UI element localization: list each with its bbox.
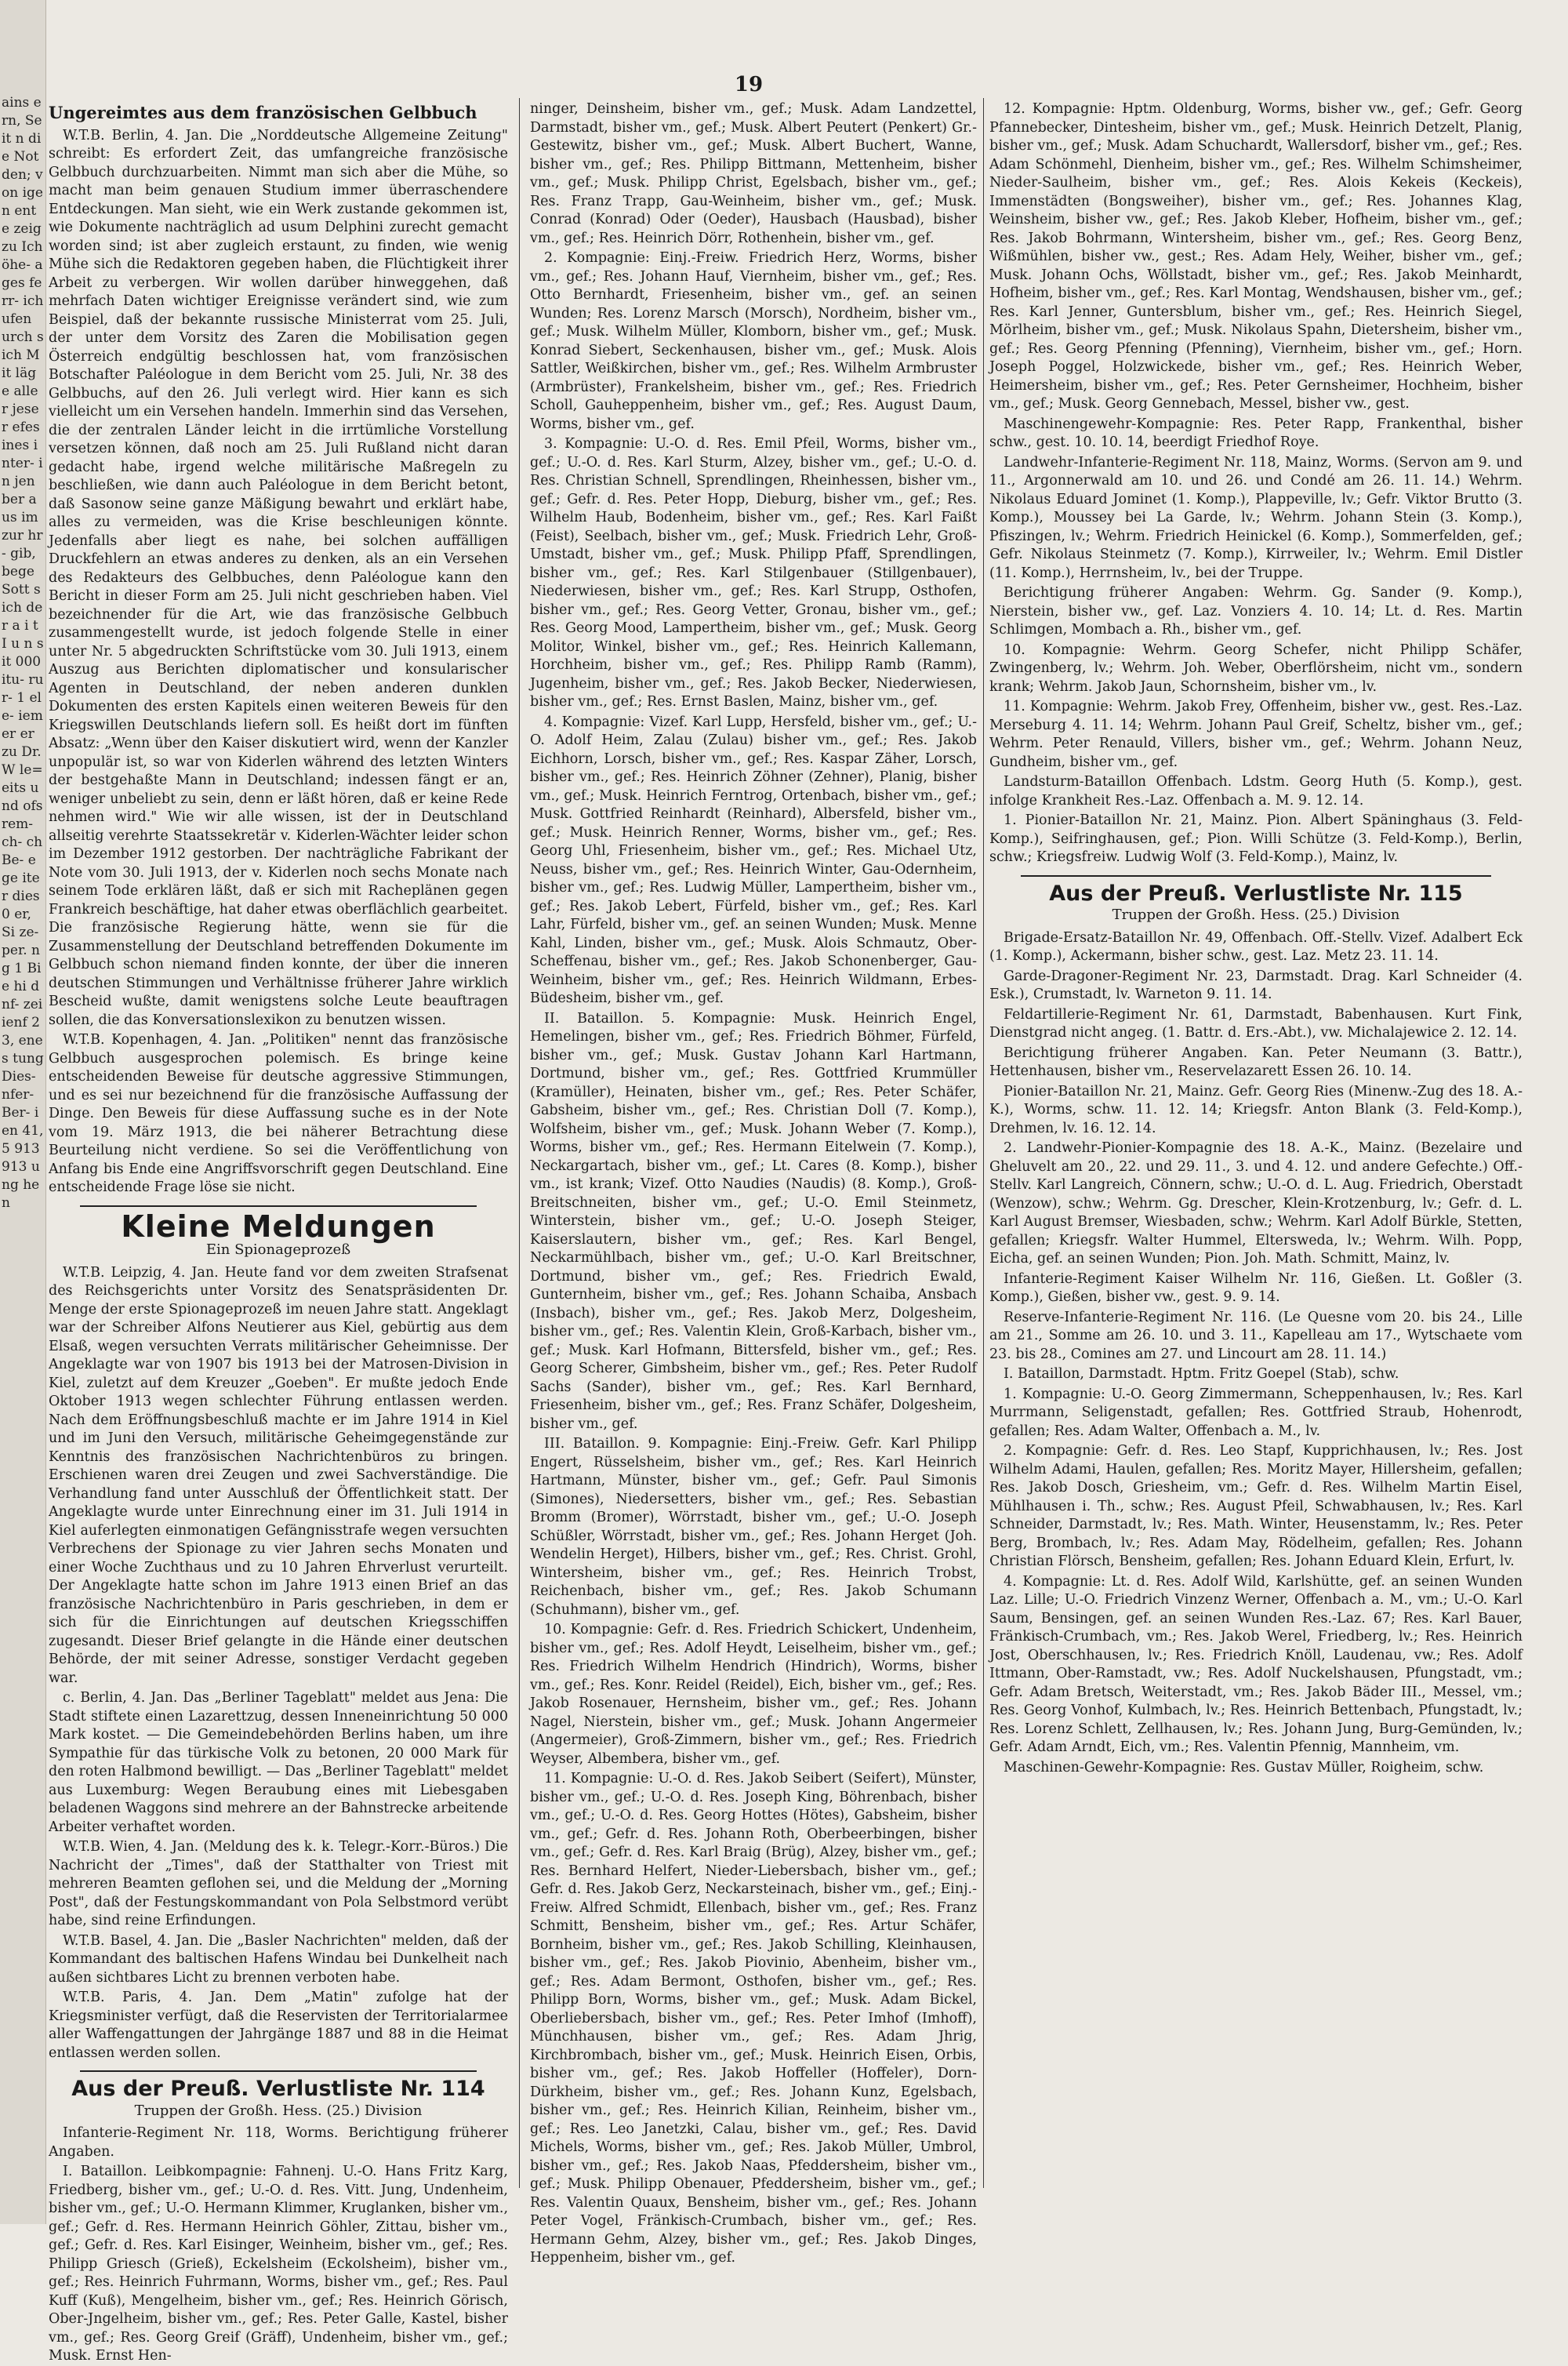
list-paragraph: Landwehr-Infanterie-Regiment Nr. 118, Mainz, Worms. (Servon am 9. und 11., Argonnerwald am 10. und 26. und Condé am 26. 11. 14.) Wehrm. Nikolaus Eduard Jominet (1. Komp.), Plappeville, lv.; Gefr. Viktor Brutto (3. Komp.), Moussey bei La Garde, lv.; Wehrm. Johann Stein (3. Komp.), Pfiszingen, lv.; Wehrm. Friedrich Heinickel (6. Komp.), Sommerfelden, gef.; Gefr. Nikolaus Steinmetz (7. Komp.), Kirrweiler, lv.; Wehrm. Emil Distler (11. Komp.), Herrnsheim, lv., bei der Truppe. xyxy=(989,454,1523,581)
list-paragraph: Infanterie-Regiment Kaiser Wilhelm Nr. 116, Gießen. Lt. Goßler (3. Komp.), Gießen, bisher vw., gest. 9. 9. 14. xyxy=(989,1270,1523,1305)
list-paragraph: ninger, Deinsheim, bisher vm., gef.; Musk. Adam Landzettel, Darmstadt, bisher vm., gef.; Musk. Albert Peutert (Penkert) Gr.-Gestewitz, bisher vm., gef.; Musk. Albert Buchert, Wanne, bisher vm., gef.; Res. Philipp Bittmann, Mettenheim, bisher vm., gef.; Musk. Philipp Christ, Egelsbach, bisher vm., gef.; Res. Franz Trapp, Gau-Weinheim, bisher vm., gef.; Musk. Conrad (Konrad) Oder (Oeder), Hausbach (Hausbad), bisher vm., gef.; Res. Heinrich Dörr, Rothenhein, bisher vm., gef. xyxy=(530,101,977,246)
list-paragraph: Infanterie-Regiment Nr. 118, Worms. Berichtigung früherer Angaben. xyxy=(49,2125,508,2160)
section-headline-verlustliste-114: Aus der Preuß. Verlustliste Nr. 114 xyxy=(71,2077,485,2101)
column-3 xyxy=(989,100,1523,2202)
article-headline-gelbbuch: Ungereimtes aus dem französischen Gelbbuch xyxy=(49,103,477,122)
list-paragraph: 1. Kompagnie: U.-O. Georg Zimmermann, Scheppenhausen, lv.; Res. Karl Murrmann, Seligenstadt, gefallen; Res. Gottfried Straub, Hohenrodt, gefallen; Res. Adam Walter, Offenbach a. M., lv. xyxy=(989,1386,1523,1439)
list-paragraph: Garde-Dragoner-Regiment Nr. 23, Darmstadt. Drag. Karl Schneider (4. Esk.), Crumstadt, lv. Warneton 9. 11. 14. xyxy=(989,968,1523,1002)
list-paragraph: 11. Kompagnie: U.-O. d. Res. Jakob Seibert (Seifert), Münster, bisher vm., gef.; U.-O. d. Res. Joseph King, Böhrenbach, bisher vm., gef.; U.-O. d. Res. Georg Hottes (Hötes), Gabsheim, bisher vm., gef.; Gefr. d. Res. Johann Roth, Oberbeerbingen, bisher vm., gef.; Gefr. d. Res. Karl Braig (Brüg), Alzey, bisher vm., gef.; Res. Bernhard Helfert, Nieder-Liebersbach, bisher vm., gef.; Gefr. d. Res. Jakob Gerz, Neckarsteinach, bisher vm., gef.; Einj.-Freiw. Alfred Schmidt, Ellenbach, bisher vm., gef.; Res. Franz Schmitt, Bensheim, bisher vm., gef.; Res. Artur Schäfer, Bornheim, bisher vm., gef.; Res. Jakob Schilling, Kleinhausen, bisher vm., gef.; Res. Jakob Piovinio, Abenheim, bisher vm., gef.; Res. Adam Bermont, Osthofen, bisher vm., gef.; Res. Philipp Born, Worms, bisher vm., gef.; Musk. Adam Bickel, Oberliebersbach, bisher vm., gef.; Res. Peter Imhof (Imhoff), Münchhausen, bisher vm., gef.; Res. Adam Jhrig, Kirchbrombach, bisher vm., gef.; Musk. Heinrich Eisen, Orbis, bisher vm., gef.; Res. Jakob Hoffeller (Hoffeler), Dorn-Dürkheim, bisher vm., gef.; Res. Johann Kunz, Egelsbach, bisher vm., gef.; Res. Heinrich Kilian, Reinheim, bisher vm., gef.; Res. Leo Janetzki, Calau, bisher vm., gef.; Res. David Michels, Worms, bisher vm., gef.; Res. Jakob Müller, Umbrol, bisher vm., gef.; Res. Jakob Naas, Pfeddersheim, bisher vm., gef.; Musk. Philipp Obenauer, Pfeddersheim, bisher vm., gef.; Res. Valentin Quaux, Bensheim, bisher vm., gef.; Res. Johann Peter Vogel, Fränkisch-Crumbach, bisher vm., gef.; Res. Hermann Gehm, Alzey, bisher vm., gef.; Res. Jakob Dinges, Heppenheim, bisher vm., gef. xyxy=(530,1771,977,2266)
list-paragraph: 4. Kompagnie: Vizef. Karl Lupp, Hersfeld, bisher vm., gef.; U.-O. Adolf Heim, Zalau (Zulau) bisher vm., gef.; Res. Jakob Eichhorn, Lorsch, bisher vm., gef.; Res. Kaspar Zäher, Lorsch, bisher vm., gef.; Res. Heinrich Zöhner (Zehner), Planig, bisher vm., gef.; Musk. Heinrich Ferntrog, Ortenbach, bisher vm., gef.; Musk. Gottfried Reinhardt (Reinhard), Albersfeld, bisher vm., gef.; Musk. Heinrich Renner, Worms, bisher vm., gef.; Res. Georg Uhl, Friesenheim, bisher vm., gef.; Res. Michael Utz, Neuss, bisher vm., gef.; Res. Heinrich Winter, Gau-Odernheim, bisher vm., gef.; Res. Ludwig Müller, Lampertheim, bisher vm., gef.; Res. Jakob Lebert, Fürfeld, bisher vm., gef.; Res. Karl Lahr, Fürfeld, bisher vm., gef. an seinen Wunden; Musk. Menne Kahl, Linden, bisher vm., gef.; Musk. Alois Schmautz, Ober-Scheffenau, bisher vm., gef.; Res. Jakob Schonenberger, Gau-Weinheim, bisher vm., gef.; Res. Heinrich Wildmann, Erbes-Büdesheim, bisher vm., gef. xyxy=(530,714,977,1006)
list-paragraph: Landsturm-Bataillon Offenbach. Ldstm. Georg Huth (5. Komp.), gest. infolge Krankheit Res.-Laz. Offenbach a. M. 9. 12. 14. xyxy=(989,774,1523,809)
list-paragraph: Maschinengewehr-Kompagnie: Res. Peter Rapp, Frankenthal, bisher schw., gest. 10. 10. 14, beerdigt Friedhof Roye. xyxy=(989,416,1523,450)
article-paragraph: W.T.B. Wien, 4. Jan. (Meldung des k. k. Telegr.-Korr.-Büros.) Die Nachricht der „Times", daß der Statthalter von Triest mit mehreren Beamten geflohen sei, und die Meldung der „Morning Post", daß der Festungskommandant von Pola Selbstmord verübt habe, sind reine Erfindungen. xyxy=(49,1839,508,1928)
list-paragraph: 4. Kompagnie: Lt. d. Res. Adolf Wild, Karlshütte, gef. an seinen Wunden Laz. Lille; U.-O. Friedrich Vinzenz Werner, Offenbach a. M., vm.; U.-O. Karl Saum, Bensingen, gef. an seinen Wunden Res.-Laz. 67; Res. Karl Bauer, Fränkisch-Crumbach, vm.; Res. Jakob Werel, Friedberg, lv.; Res. Heinrich Jost, Oberschhausen, lv.; Res. Friedrich Knöll, Laudenau, vw.; Res. Adolf Ittmann, Ober-Ramstadt, vw.; Res. Adolf Nuckelshausen, Pfungstadt, vm.; Gefr. Adam Bretsch, Weiterstadt, vm.; Res. Jakob Bäder III., Messel, vm.; Res. Georg Vonhof, Kulmbach, lv.; Res. Heinrich Bettenbach, Pfungstadt, lv.; Res. Lorenz Schlett, Zellhausen, lv.; Res. Johann Jung, Burg-Gemünden, lv.; Gefr. Adam Arndt, Eich, vm.; Res. Valentin Pfennig, Mannheim, vm. xyxy=(989,1573,1523,1755)
section-divider xyxy=(80,1205,477,1207)
list-paragraph: Brigade-Ersatz-Bataillon Nr. 49, Offenbach. Off.-Stellv. Vizef. Adalbert Eck (1. Komp.), Ackermann, bisher schw., gest. Laz. Metz 23. 11. 14. xyxy=(989,929,1523,964)
list-paragraph: 10. Kompagnie: Gefr. d. Res. Friedrich Schickert, Undenheim, bisher vm., gef.; Res. Adolf Heydt, Leiselheim, bisher vm., gef.; Res. Friedrich Wilhelm Hendrich (Hindrich), Worms, bisher vm., gef.; Res. Konr. Reidel (Reidel), Eich, bisher vm., gef.; Res. Jakob Rosenauer, Hernsheim, bisher vm., gef.; Res. Johann Nagel, Nierstein, bisher vm., gef.; Musk. Johann Angermeier (Angermeier), Groß-Zimmern, bisher vm., gef.; Res. Friedrich Weyser, Albembera, bisher vm., gef. xyxy=(530,1622,977,1767)
list-paragraph: Reserve-Infanterie-Regiment Nr. 116. (Le Quesne vom 20. bis 24., Lille am 21., Somme am 26. 10. und 3. 11., Kapelleau am 17., Wytschaete vom 23. bis 28., Comines am 27. und Lincourt am 28. 11. 14.) xyxy=(989,1309,1523,1362)
section-divider xyxy=(1021,875,1491,877)
column-2 xyxy=(530,100,977,2266)
article-paragraph: W.T.B. Paris, 4. Jan. Dem „Matin" zufolge hat der Kriegsminister verfügt, daß die Reservisten der Territorialarmee aller Waffengattungen der Jahrgänge 1887 und 88 in die Heimat entlassen werden sollen. xyxy=(49,1990,508,2061)
list-paragraph: 2. Kompagnie: Gefr. d. Res. Leo Stapf, Kupprichhausen, lv.; Res. Jost Wilhelm Adami, Haulen, gefallen; Res. Moritz Mayer, Hillersheim, gefallen; Res. Jakob Dosch, Griesheim, vm.; Gefr. d. Res. Wilhelm Martin Eisel, Mühlhausen i. Th., schw.; Res. August Pfeil, Schwabhausen, lv.; Res. Karl Schneider, Darmstadt, lv.; Res. Math. Winter, Heusenstamm, lv.; Res. Peter Berg, Brombach, lv.; Res. Adam May, Rödelheim, gefallen; Res. Johann Christian Flörsch, Bensheim, gefallen; Res. Johann Eduard Klein, Erfurt, lv. xyxy=(989,1443,1523,1569)
column-1 xyxy=(49,100,509,2364)
list-paragraph: Berichtigung früherer Angaben: Wehrm. Gg. Sander (9. Komp.), Nierstein, bisher vw., gef. Laz. Vonziers 4. 10. 14; Lt. d. Res. Martin Schlimgen, Mombach a. Rh., bisher vm., gef. xyxy=(989,585,1523,638)
list-paragraph: III. Bataillon. 9. Kompagnie: Einj.-Freiw. Gefr. Karl Philipp Engert, Rüsselsheim, bisher vm., gef.; Res. Karl Heinrich Hartmann, Münster, bisher vm., gef.; Gefr. Paul Simonis (Simones), Niedersetters, bisher vm., gef.; Res. Sebastian Bromm (Bromer), Wörrstadt, bisher vm., gef.; U.-O. Joseph Schüßler, Wörrstadt, bisher vm., gef.; Res. Johann Herget (Joh. Wendelin Herget), Hilbers, bisher vm., gef.; Res. Christ. Grohl, Wintersheim, bisher vm., gef.; Res. Heinrich Trobst, Reichenbach, bisher vm., gef.; Res. Jakob Schumann (Schuhmann), bisher vm., gef. xyxy=(530,1436,977,1618)
list-paragraph: 12. Kompagnie: Hptm. Oldenburg, Worms, bisher vw., gef.; Gefr. Georg Pfannebecker, Dintesheim, bisher vm., gef.; Musk. Heinrich Detzelt, Planig, bisher vm., gef.; Musk. Adam Schuchardt, Wallersdorf, bisher vm., gef.; Res. Adam Schönmehl, Dienheim, bisher vm., gef.; Res. Wilhelm Schimsheimer, Nieder-Saulheim, bisher vm., gef.; Res. Alois Kekeis (Keckeis), Immenstädten (Bongsweiher), bisher vm., gef.; Res. Johannes Klag, Weinsheim, bisher vw., gef.; Res. Jakob Kleber, Hofheim, bisher vm., gef.; Res. Jakob Bohrmann, Wintersheim, bisher vm., gef.; Res. Georg Benz, Wißmühlen, bisher vw., gest.; Res. Adam Hely, Weiher, bisher vm., gef.; Musk. Johann Ochs, Wöllstadt, bisher vm., gef.; Res. Jakob Meinhardt, Hofheim, bisher vm., gef.; Res. Karl Montag, Wendshausen, bisher vm., gef.; Res. Karl Jenner, Guntersblum, bisher vm., gef.; Res. Heinrich Siegel, Mörlheim, bisher vm., gef.; Musk. Nikolaus Spahn, Dietersheim, bisher vm., gef.; Res. Georg Pfenning (Pfenning), Viernheim, bisher vm., gef.; Horn. Joseph Poggel, Holzwickede, bisher vm., gef.; Res. Heinrich Weber, Heimersheim, bisher vm., gef.; Res. Peter Gernsheimer, Hochheim, bisher vm., gef.; Musk. Georg Gennebach, Messel, bisher vw., gest. xyxy=(989,101,1523,412)
list-paragraph: 3. Kompagnie: U.-O. d. Res. Emil Pfeil, Worms, bisher vm., gef.; U.-O. d. Res. Karl Sturm, Alzey, bisher vm., gef.; U.-O. d. Res. Christian Schnell, Sprendlingen, Rheinhessen, bisher vm., gef.; Gefr. d. Res. Peter Hopp, Dieburg, bisher vm., gef.; Res. Wilhelm Haub, Bodenheim, bisher vm., gef.; Res. Karl Faißt (Feist), Seelbach, bisher vm., gef.; Musk. Friedrich Lehr, Groß-Umstadt, bisher vm., gef.; Musk. Philipp Pfaff, Sprendlingen, bisher vm., gef.; Res. Karl Stilgenbauer (Stillgenbauer), Niederwiesen, bisher vm., gef.; Res. Karl Strupp, Osthofen, bisher vm., gef.; Res. Georg Vetter, Gronau, bisher vm., gef.; Res. Georg Mood, Lampertheim, bisher vm., gef.; Musk. Georg Molitor, Winkel, bisher vm., gef.; Res. Heinrich Kallemann, Horchheim, bisher vm., gef.; Res. Philipp Ramb (Ramm), Jugenheim, bisher vm., gef.; Res. Jakob Becker, Niederwiesen, bisher vm., gef.; Res. Ernst Baslen, Mainz, bisher vm., gef. xyxy=(530,436,977,710)
list-paragraph: 10. Kompagnie: Wehrm. Georg Schefer, nicht Philipp Schäfer, Zwingenberg, lv.; Wehrm. Joh. Weber, Oberflörsheim, nicht vm., sondern krank; Wehrm. Jakob Jaun, Schornsheim, bisher vm., lv. xyxy=(989,641,1523,695)
article-paragraph: W.T.B. Leipzig, 4. Jan. Heute fand vor dem zweiten Strafsenat des Reichsgerichts unter Vorsitz des Senatspräsidenten Dr. Menge der erste Spionageprozeß im neuen Jahre statt. Angeklagt war der Schreiber Alfons Neutierer aus Kiel, gebürtig aus dem Elsaß, wegen versuchten Verrats militärischer Geheimnisse. Der Angeklagte war von 1907 bis 1913 bei der Matrosen-Division in Kiel, zuletzt auf dem Kreuzer „Goeben". Er mußte jedoch Ende Oktober 1913 wegen schlechter Führung entlassen werden. Nach dem Eröffnungsbeschluß machte er im Jahre 1914 in Kiel und im Juni den Versuch, militärische Geheimgegenstände zur Kenntnis des französischen Nachrichtenbüros zu bringen. Erschienen waren drei Zeugen und zwei Sachverständige. Die Verhandlung fand unter Ausschluß der Öffentlichkeit statt. Der Angeklagte wurde unter Einrechnung einer im 31. Juli 1914 in Kiel auferlegten einmonatigen Gefängnisstrafe wegen versuchten Verbrechens der Spionage zu vier Jahren sechs Monaten und einer Woche Zuchthaus und zu 10 Jahren Ehrverlust verurteilt. Der Angeklagte hatte schon im Jahre 1913 einen Brief an das französische Nachrichtenbüro in Paris geschrieben, in dem er sich für die Einrichtungen auf deutschen Kriegsschiffen zugesandt. Dieser Brief gelangte in die Hände einer deutschen Behörde, der mit seiner Adresse, sonstiger Verdacht gegeben war. xyxy=(49,1264,508,1686)
column-rule-2 xyxy=(983,98,984,2188)
article-paragraph: W.T.B. Berlin, 4. Jan. Die „Norddeutsche Allgemeine Zeitung" schreibt: Es erfordert Zeit, das umfangreiche französische Gelbbuch durchzuarbeiten. Nimmt man sich aber die Mühe, so macht man beim genauen Studium immer überraschendere Entdeckungen. Man sieht, wie ein Werk zustande gekommen ist, wie Dokumente nachträglich ad usum Delphini zurecht gemacht worden sind; ist aber zugleich erstaunt, zu finden, wie wenig Mühe sich die Redaktoren gegeben haben, die Flüchtigkeit ihrer Arbeit zu verbergen. Wir wollen darüber hinweggehen, daß mehrfach Daten wichtiger Ereignisse verändert sind, wie zum Beispiel, daß der bekannte russische Ministerrat vom 25. Juli, der unter dem Vorsitz des Zaren die Mobilisation gegen Österreich endgültig beschlossen hat, vom französischen Botschafter Paléologue in dem Bericht vom 25. Juli, Nr. 38 des Gelbbuchs, auf den 26. Juli verlegt wird. Hier kann es sich vielleicht um ein Versehen handeln. Immerhin sind das Versehen, die der zentralen Länder leicht in die irrtümliche Vorstellung versetzen können, daß noch am 25. Juli Rußland nicht daran gedacht habe, irgend welche militärische Maßregeln zu beschließen, wie dann auch Paléologue in dem Bericht betont, daß Sasonow seine ganze Mäßigung bewahrt und erklärt habe, alles zu vermeiden, was die Krise beschleunigen könnte. Jedenfalls aber liegt es nahe, bei solchen auffälligen Druckfehlern an etwas anderes zu denken, als an ein Versehen des Redakteurs des Gelbbuches, denn Paléologue kann den Bericht in dieser Form am 25. Juli nicht geschrieben haben. Viel bezeichnender für die Art, wie das französische Gelbbuch zusammengestellt wurde, ist jedoch folgende Stelle in einer unter Nr. 5 abgedruckten Schriftstücke vom 30. Juli 1913, einem Auszug aus Berichten diplomatischer und konsularischer Agenten in Deutschland, der neben anderen dunklen Dokumenten des ersten Kapitels einen weiteren Beweis für den Kriegswillen Deutschlands liefern soll. Es heißt dort im fünften Absatz: „Wenn über den Kaiser diskutiert wird, wenn der Kanzler unpopulär ist, so war von Kiderlen während des letzten Winters der bestgehaßte Mann in Deutschland; indessen fängt er an, weniger unbeliebt zu sein, denn er läßt hören, daß er keine Rede nehmen wird." Wie wir alle wissen, ist der in Deutschland allseitig verehrte Staatssekretär v. Kiderlen-Wächter leider schon im Dezember 1912 gestorben. Der nachträgliche Fabrikant der Note vom 30. Juli 1913, der v. Kiderlen noch sechs Monate nach seinem Tode erklären läßt, daß er sich mit Racheplänen gegen Frankreich beschäftige, hat daher etwas oberflächlich gearbeitet. Die französische Regierung hätte, wenn sie für die Zusammenstellung der Deutschland betreffenden Dokumente im Gelbbuch schon niemand finden konnte, der über die inneren deutschen Stimmungen und Verhältnisse früherer Jahre wirklich Bescheid wußte, damit wenigstens solche Leute beauftragen sollen, die das Konversationslexikon zu benutzen wissen. xyxy=(49,127,508,1028)
section-headline-kleine-meldungen: Kleine Meldungen xyxy=(121,1208,436,1244)
list-paragraph: Berichtigung früherer Angaben. Kan. Peter Neumann (3. Battr.), Hettenhausen, bisher vm., Reservelazarett Essen 26. 10. 14. xyxy=(989,1045,1523,1079)
list-paragraph: 1. Pionier-Bataillon Nr. 21, Mainz. Pion. Albert Späninghaus (3. Feld-Komp.), Seifringhausen, gef.; Pion. Willi Schütze (3. Feld-Komp.), Berlin, schw.; Kriegsfreiw. Ludwig Wolf (3. Feld-Komp.), Mainz, lv. xyxy=(989,812,1523,865)
list-paragraph: 11. Kompagnie: Wehrm. Jakob Frey, Offenheim, bisher vw., gest. Res.-Laz. Merseburg 4. 11. 14; Wehrm. Johann Paul Greif, Scheltz, bisher vm., gef.; Wehrm. Peter Renauld, Villers, bisher vm., gef.; Wehrm. Johann Neuz, Gundheim, bisher vm., gef. xyxy=(989,699,1523,770)
article-paragraph: c. Berlin, 4. Jan. Das „Berliner Tageblatt" meldet aus Jena: Die Stadt stiftete einen Lazarettzug, dessen Inneneinrichtung 50 000 Mark kostet. — Die Gemeindebehörden Berlins haben, um ihre Sympathie für das türkische Volk zu betonen, 20 000 Mark für den roten Halbmond bewilligt. — Das „Berliner Tageblatt" meldet aus Luxemburg: Wegen Beraubung eines mit Liebesgaben beladenen Waggons sind mehrere an der Bahnstrecke arbeitende Arbeiter verhaftet worden. xyxy=(49,1690,508,1835)
section-subheadline: Truppen der Großh. Hess. (25.) Division xyxy=(134,2102,423,2119)
column-rule-1 xyxy=(519,98,520,2188)
list-paragraph: 2. Landwehr-Pionier-Kompagnie des 18. A.-K., Mainz. (Bezelaire und Gheluvelt am 20., 22. und 29. 11., 3. und 4. 12. und andere Gefechte.) Off.-Stellv. Karl Langreich, Cönnern, schw.; U.-O. d. L. Aug. Friedrich, Oberstadt (Wenzow), schw.; Wehrm. Gg. Drescher, Klein-Krotzenburg, lv.; Gefr. d. L. Karl August Bremser, Wiesbaden, schw.; Wehrm. Karl Adolf Bürkle, Stetten, gefallen; Kriegsfr. Walter Hummel, Eltersweda, lv.; Wehrm. Wilh. Popp, Eicha, gef. an seinen Wunden; Pion. Joh. Math. Schmitt, Mainz, lv. xyxy=(989,1140,1523,1267)
list-paragraph: Feldartillerie-Regiment Nr. 61, Darmstadt, Babenhausen. Kurt Fink, Dienstgrad nicht angeg. (1. Battr. d. Ers.-Abt.), vw. Michalajewice 2. 12. 14. xyxy=(989,1006,1523,1041)
adjacent-page-text: ains ern, Seit n die Not den; von igen ente zeig zu Ich öhe- ages ferr- ich ufen urch sich Mit läge aller jeser efes ines inter- in jen ber aus im zur hr- gib, bege Sott sich der a i t I u n sit 000 itu- rur- 1 ele- iem er er zu Dr. W le= eits und ofs rem- ch- ch Be- ege iter dies 0 er, Si ze- per. ng 1 Bie hi d nf- zei ienf 23, enes tung Dies- nfer- Ber- ien 41,5 913 913 ung hen xyxy=(2,95,44,1211)
list-paragraph: Pionier-Bataillon Nr. 21, Mainz. Gefr. Georg Ries (Minenw.-Zug des 18. A.-K.), Worms, schw. 11. 12. 14; Kriegsfr. Anton Blank (3. Feld-Komp.), Drehmen, lv. 16. 12. 14. xyxy=(989,1083,1523,1136)
page-number: 19 xyxy=(734,73,764,96)
list-paragraph: 2. Kompagnie: Einj.-Freiw. Friedrich Herz, Worms, bisher vm., gef.; Res. Johann Hauf, Viernheim, bisher vm., gef.; Res. Otto Bernhardt, Friesenheim, bisher vm., gef. an seinen Wunden; Res. Lorenz Marsch (Morsch), Nordheim, bisher vm., gef.; Musk. Wilhelm Müller, Klomborn, bisher vm., gef.; Musk. Konrad Siebert, Seckenhausen, bisher vm., gef.; Musk. Alois Sattler, Weißkirchen, bisher vm., gef.; Res. Wilhelm Armbruster (Armbrüster), Frankelsheim, bisher vm., gef.; Res. Friedrich Scholl, Gauheppenheim, bisher vm., gef.; Res. August Daum, Worms, bisher vm., gef. xyxy=(530,250,977,432)
section-divider xyxy=(80,2070,477,2072)
list-paragraph: Maschinen-Gewehr-Kompagnie: Res. Gustav Müller, Roigheim, schw. xyxy=(1004,1759,1484,1775)
list-paragraph: I. Bataillon, Darmstadt. Hptm. Fritz Goepel (Stab), schw. xyxy=(1004,1366,1399,1382)
adjacent-page-edge xyxy=(0,0,46,2224)
list-paragraph: I. Bataillon. Leibkompagnie: Fahnenj. U.-O. Hans Fritz Karg, Friedberg, bisher vm., gef.; U.-O. d. Res. Vitt. Jung, Undenheim, bisher vm., gef.; U.-O. Hermann Klimmer, Kruglanken, bisher vm., gef.; Gefr. d. Res. Hermann Heinrich Göhler, Zittau, bisher vm., gef.; Gefr. d. Res. Karl Eisinger, Weinheim, bisher vm., gef.; Res. Philipp Griesch (Grieß), Eckelsheim (Eckolsheim), bisher vm., gef.; Res. Heinrich Fuhrmann, Worms, bisher vm., gef.; Res. Paul Kuff (Kuß), Mengelheim, bisher vm., gef.; Res. Heinrich Görisch, Ober-Jngelheim, bisher vm., gef.; Res. Peter Galle, Kastel, bisher vm., gef.; Res. Georg Greif (Gräff), Undenheim, bisher vm., gef.; Musk. Ernst Hen- xyxy=(49,2164,509,2364)
article-paragraph: W.T.B. Kopenhagen, 4. Jan. „Politiken" nennt das französische Gelbbuch ausgesprochen polemisch. Es bringe keine entscheidenden Beweise für deutsche aggressive Stimmungen, und es sei nur bezeichnend für die französische Auffassung der Dinge. Den Beweis für diese Auffassung suche es in der Note vom 19. März 1913, die bei näherer Betrachtung diese Beurteilung nicht verdiene. So sei die Veröffentlichung von Anfang bis Ende eine Angriffsvorschrift gegen Deutschland. Eine entscheidende Frage löse sie nicht. xyxy=(49,1032,508,1195)
section-subheadline: Truppen der Großh. Hess. (25.) Division xyxy=(1112,907,1400,923)
article-paragraph: W.T.B. Basel, 4. Jan. Die „Basler Nachrichten" melden, daß der Kommandant des baltischen Hafens Windau bei Dunkelheit nach außen sichtbares Licht zu brennen verboten habe. xyxy=(49,1932,508,1986)
list-paragraph: II. Bataillon. 5. Kompagnie: Musk. Heinrich Engel, Hemelingen, bisher vm., gef.; Res. Friedrich Böhmer, Fürfeld, bisher vm., gef.; Musk. Gustav Johann Karl Hartmann, Dortmund, bisher vm., gef.; Res. Gottfried Krummüller (Kramüller), Heinaten, bisher vm., gef.; Res. Peter Schäfer, Gabsheim, bisher vm., gef.; Res. Christian Doll (7. Komp.), Wolfsheim, bisher vm., gef.; Musk. Johann Weber (7. Komp.), Worms, bisher vm., gef.; Res. Hermann Eitelwein (7. Komp.), Neckargartach, bisher vm., gef.; Lt. Cares (8. Komp.), bisher vm., ist krank; Vizef. Otto Naudies (Naudis) (8. Komp.), Groß-Breitschneiten, bisher vm., gef.; U.-O. Emil Steinmetz, Winterstein, bisher vm., gef.; U.-O. Joseph Steiger, Kaiserslautern, bisher vm., gef.; Res. Karl Bengel, Neckarmühlbach, bisher vm., gef.; U.-O. Karl Breitschner, Dortmund, bisher vm., gef.; Res. Friedrich Ewald, Gunternheim, bisher vm., gef.; Res. Johann Schaiba, Ansbach (Insbach), bisher vm., gef.; Res. Jakob Merz, Dolgesheim, bisher vm., gef.; Res. Valentin Klein, Groß-Karbach, bisher vm., gef.; Musk. Karl Hofmann, Bittersfeld, bisher vm., gef.; Res. Georg Scherer, Gimbsheim, bisher vm., gef.; Res. Peter Rudolf Sachs (Sander), bisher vm., gef.; Res. Karl Bernhard, Friesenheim, bisher vm., gef.; Res. Franz Schäfer, Dolgesheim, bisher vm., gef. xyxy=(530,1010,977,1432)
section-headline-verlustliste-115: Aus der Preuß. Verlustliste Nr. 115 xyxy=(1049,881,1463,906)
article-subheadline: Ein Spionageprozeß xyxy=(205,1241,351,1258)
